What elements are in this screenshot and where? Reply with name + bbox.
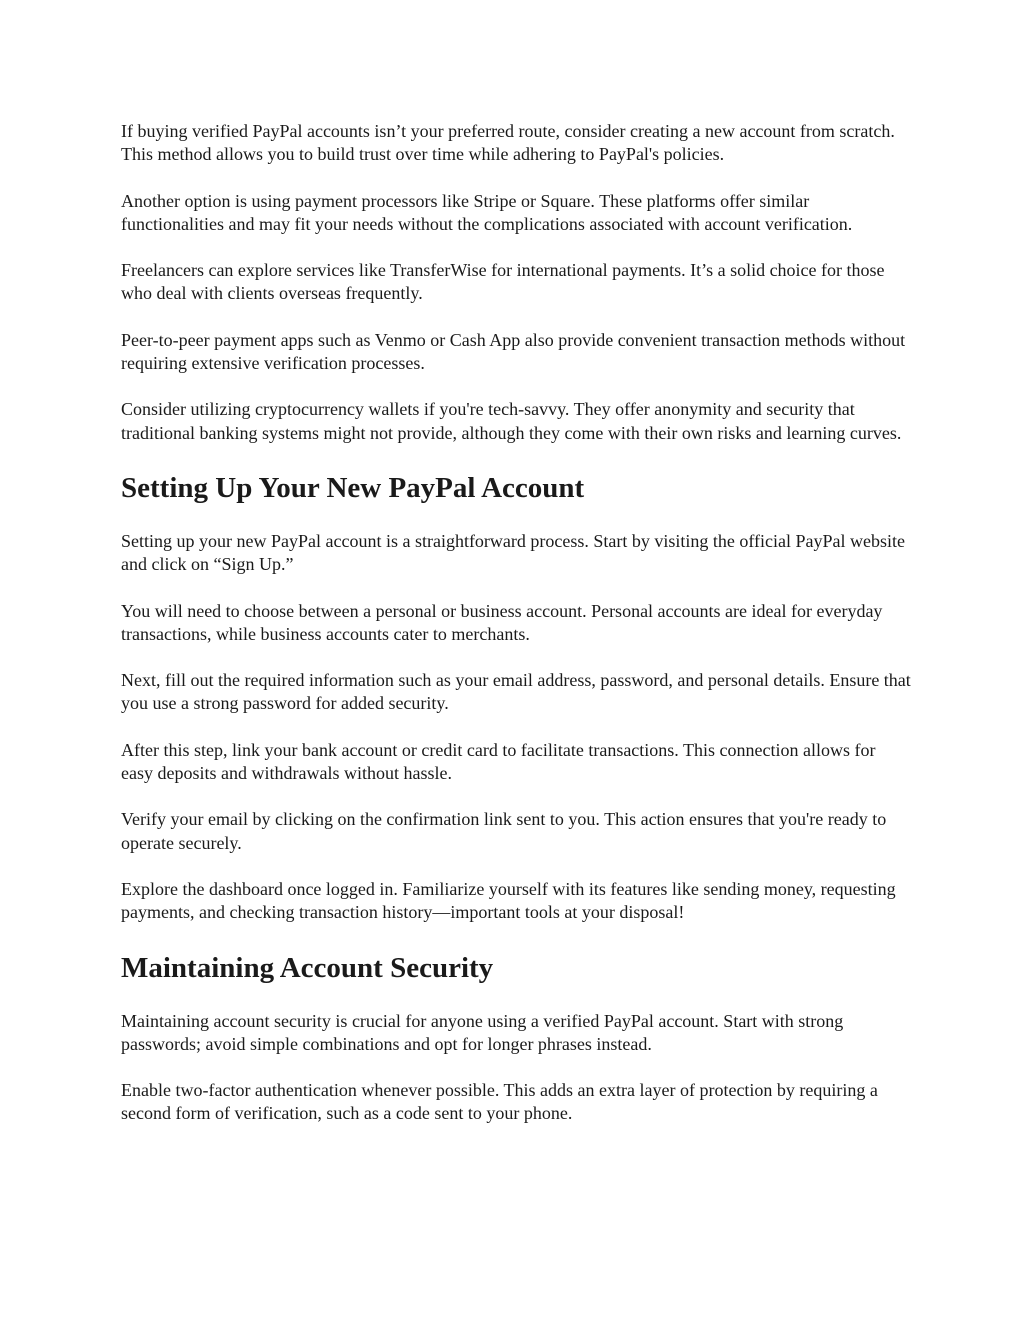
document-page (121, 120, 911, 1126)
section-heading-security: Maintaining Account Security (121, 951, 494, 984)
section-heading-setting-up: Setting Up Your New PayPal Account (121, 471, 585, 504)
paragraph: Explore the dashboard once logged in. Familiarize yourself with its features like sending money, requesting payments, and checking transaction history—important tools at your disposal! (121, 878, 896, 923)
paragraph: After this step, link your bank account or credit card to facilitate transactions. This connection allows for easy deposits and withdrawals without hassle. (121, 739, 876, 784)
paragraph: Verify your email by clicking on the confirmation link sent to you. This action ensures that you're ready to operate securely. (121, 809, 887, 853)
paragraph: Setting up your new PayPal account is a straightforward process. Start by visiting the official PayPal website and click on “Sign Up.” (121, 530, 906, 575)
paragraph: You will need to choose between a personal or business account. Personal accounts are ideal for everyday transactions, while business accounts cater to merchants. (121, 600, 883, 644)
paragraph: Peer-to-peer payment apps such as Venmo or Cash App also provide convenient transaction methods without requiring extensive verification processes. (121, 329, 906, 374)
paragraph: Another option is using payment processors like Stripe or Square. These platforms offer similar functionalities and may fit your needs without the complications associated with account verification. (121, 190, 853, 234)
paragraph: Consider utilizing cryptocurrency wallets if you're tech-savvy. They offer anonymity and security that traditional banking systems might not provide, although they come with their own risks and learning curves. (121, 399, 902, 443)
paragraph: Next, fill out the required information such as your email address, password, and personal details. Ensure that you use a strong password for added security. (121, 670, 911, 714)
paragraph: Freelancers can explore services like TransferWise for international payments. It’s a solid choice for those who deal with clients overseas frequently. (121, 260, 885, 304)
paragraph: Enable two-factor authentication whenever possible. This adds an extra layer of protection by requiring a second form of verification, such as a code sent to your phone. (121, 1080, 878, 1124)
paragraph: Maintaining account security is crucial for anyone using a verified PayPal account. Start with strong passwords; avoid simple combinations and opt for longer phrases instead. (121, 1010, 844, 1054)
paragraph: If buying verified PayPal accounts isn’t your preferred route, consider creating a new account from scratch. This method allows you to build trust over time while adhering to PayPal's policies. (121, 121, 895, 165)
